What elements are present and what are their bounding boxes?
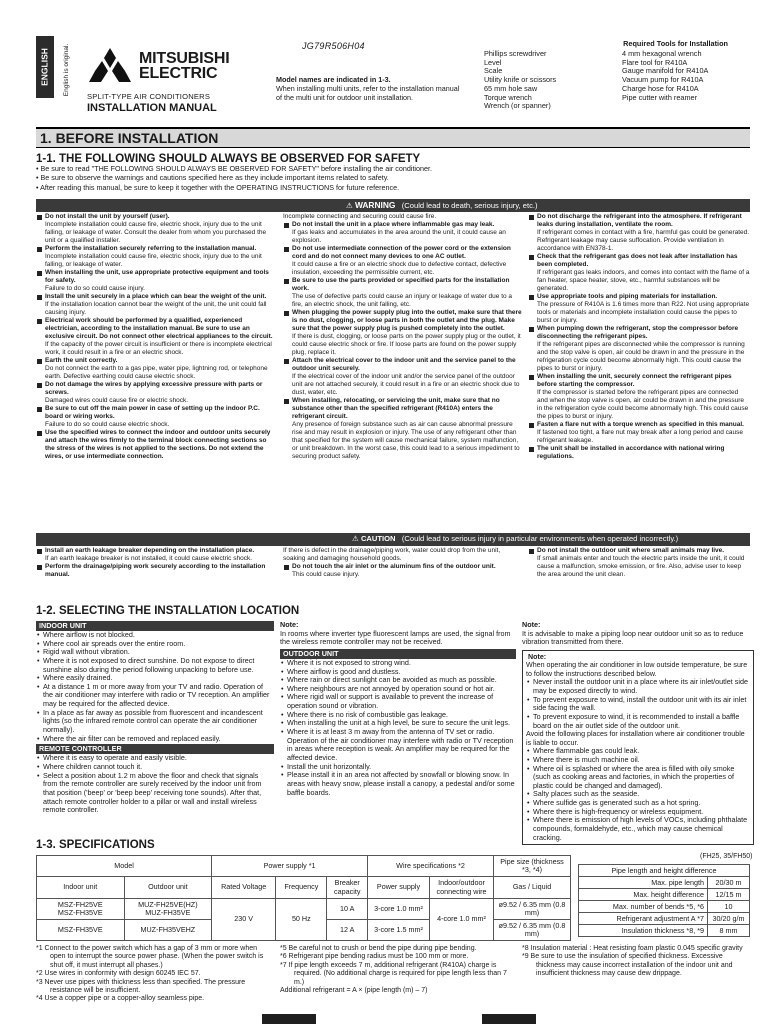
footnote: Additional refrigerant = A × (pipe length (m) – 7) bbox=[280, 986, 428, 994]
safety-item bbox=[36, 317, 277, 357]
page-marker-left bbox=[262, 1014, 316, 1024]
item-detail: Damaged wires could cause fire or electric shock. bbox=[45, 396, 189, 404]
list-item: • Where cool air spreads over the entire room. bbox=[36, 640, 274, 649]
caution-lead: If there is defect in the drainage/piping work, water could drop from the unit, soaking and damaging household goods. bbox=[283, 547, 501, 562]
list-item: • Install the unit horizontally. bbox=[280, 763, 516, 772]
outdoor-model-1: MUZ-FH25VE(HZ) bbox=[138, 899, 198, 909]
location-heading: 1-2. SELECTING THE INSTALLATION LOCATION bbox=[36, 605, 300, 617]
item-title: When installing the unit, securely connect the refrigerant pipes before starting the compressor. bbox=[537, 372, 732, 388]
item-detail: If fastened too tight, a flare nut may break after a long period and cause refrigerant leakage. bbox=[537, 428, 743, 444]
footnote: *6 Refrigerant pipe bending radius must be 100 mm or more. bbox=[280, 953, 469, 961]
pipe-row-label: Refrigerant adjustment A *7 bbox=[579, 913, 708, 925]
th-gas-liquid: Gas / Liquid bbox=[494, 877, 571, 899]
item-detail: This could cause injury. bbox=[292, 570, 360, 578]
list-item: • Where easily drained. bbox=[36, 674, 274, 683]
language-note-text: English is original. bbox=[62, 43, 70, 97]
item-detail: If refrigerant gas leaks indoors, and comes into contact with the flame of a fan heater, space heater, stove, etc., harmful substances will be generated. bbox=[537, 268, 750, 292]
piping-loop-note: It is advisable to make a piping loop near outdoor unit so as to reduce vibration transmitted from there. bbox=[522, 628, 744, 647]
list-item: • Where airflow is good and dustless. bbox=[280, 668, 516, 677]
item-detail: If the installation location cannot bear the weight of the unit, the unit could fall causing injury. bbox=[45, 300, 267, 316]
tool-item: Pipe cutter with reamer bbox=[622, 92, 698, 102]
item-title: Do not discharge the refrigerant into the atmosphere. If refrigerant leaks during installation, ventilate the room. bbox=[537, 213, 742, 228]
item-title: Use the specified wires to connect the indoor and outdoor units securely and attach the wires firmly to the terminal block connecting sections so the stress of the wires is not applied to the sections. Do not extend the wires, or use intermediate connection. bbox=[45, 428, 271, 460]
language-note bbox=[59, 40, 75, 100]
item-detail: If refrigerant comes in contact with a fire, harmful gas could be generated. Refrigerant leakage may cause suffocation. Provide ventilation in accordance with EN378-1. bbox=[537, 228, 750, 252]
list-item: • Where oil is splashed or where the area is filled with oily smoke (such as cooking areas and factories, in which the properties of plastic could be changed and damaged). bbox=[526, 765, 750, 791]
pipe-row-value: 20/30 m bbox=[708, 877, 750, 889]
list-item: • Please install it in an area not affected by snowfall or blowing snow. In areas with heavy snow, please install a canopy, a pedestal and/or some baffle boards. bbox=[280, 771, 516, 797]
safety-item bbox=[283, 221, 522, 245]
tool-item: Phillips screwdriver bbox=[484, 48, 547, 58]
th-outdoor: Outdoor unit bbox=[124, 877, 212, 899]
safety-item bbox=[283, 245, 522, 277]
indoor-unit-list bbox=[36, 631, 274, 743]
list-item: • Salty places such as the seaside. bbox=[526, 790, 750, 799]
item-title: Perform the drainage/piping work securely according to the installation manual. bbox=[45, 562, 266, 578]
item-detail: If gas leaks and accumulates in the area around the unit, it could cause an explosion. bbox=[292, 228, 506, 244]
safety-item bbox=[36, 245, 277, 269]
warning-column-2 bbox=[283, 213, 522, 543]
item-title: Check that the refrigerant gas does not leak after installation has been completed. bbox=[537, 252, 738, 268]
list-item: • Where it is not exposed to strong wind. bbox=[280, 659, 516, 668]
item-title: Earth the unit correctly. bbox=[45, 356, 118, 364]
model-note-bold: Model names are indicated in 1-3. bbox=[276, 75, 391, 84]
outdoor-unit-label: OUTDOOR UNIT bbox=[280, 649, 516, 659]
safety-item bbox=[528, 325, 750, 373]
indoor-unit-section bbox=[36, 621, 274, 815]
list-item: • When installing the unit at a high level, be sure to secure the unit legs. bbox=[280, 719, 516, 728]
spec-breaker-1: 10 A bbox=[327, 899, 368, 920]
caution-bar bbox=[36, 533, 750, 546]
item-title: Perform the installation securely referring to the installation manual. bbox=[45, 244, 257, 252]
list-item: • Where the air filter can be removed and replaced easily. bbox=[36, 735, 274, 744]
item-title: Attach the electrical cover to the indoor unit and the service panel to the outdoor unit securely. bbox=[292, 356, 516, 372]
item-detail: Incomplete installation could cause fire, electric shock, injury due to the unit falling, or leakage of water. Consult the dealer from whom you purchased the unit or a qualified installer. bbox=[45, 220, 267, 244]
safety-item bbox=[528, 253, 750, 293]
safety-item bbox=[36, 381, 277, 405]
list-item: • Where children cannot touch it. bbox=[36, 763, 274, 772]
warning-label: WARNING bbox=[354, 200, 396, 210]
safety-item bbox=[528, 445, 750, 461]
th-frequency: Frequency bbox=[276, 877, 327, 899]
tool-item: Wrench (or spanner) bbox=[484, 101, 551, 111]
list-item: • Where rain or direct sunlight can be avoided as much as possible. bbox=[280, 676, 516, 685]
page-marker-right bbox=[482, 1014, 536, 1024]
safety-item bbox=[36, 293, 277, 317]
item-title: When installing, relocating, or servicing the unit, make sure that no substance other than the specified refrigerant (R410A) enters the refrigerant circuit. bbox=[292, 396, 500, 420]
th-breaker: Breaker capacity bbox=[327, 877, 368, 899]
th-rated: Rated Voltage bbox=[212, 877, 276, 899]
caution-column-2 bbox=[283, 547, 522, 599]
caution-label: CAUTION bbox=[360, 534, 396, 543]
warning-icon: ⚠ bbox=[346, 201, 353, 210]
item-title: Do not install the outdoor unit where small animals may live. bbox=[537, 547, 725, 554]
spec-outdoor-3: MUZ-FH35VEHZ bbox=[124, 920, 212, 941]
item-detail: The use of defective parts could cause an injury or leakage of water due to a fire, an electric shock, the unit falling, etc. bbox=[292, 292, 513, 308]
tool-item: Scale bbox=[484, 66, 503, 76]
item-title: When plugging the power supply plug into the outlet, make sure that there is no dust, clogging, or loose parts in both the outlet and the plug. Make sure that the power supply plug is pushed completely into the outlet. bbox=[292, 308, 522, 332]
list-item: • Where it is not exposed to direct sunshine. Do not expose to direct sunshine also during the period following unpacking to before use. bbox=[36, 657, 274, 674]
list-item: • Where airflow is not blocked. bbox=[36, 631, 274, 640]
footnotes-col-2 bbox=[280, 945, 516, 995]
th-pipe: Pipe size (thickness *3, *4) bbox=[494, 856, 571, 877]
item-detail: If the refrigerant pipes are disconnected while the compressor is running and the stop valve is open, air could be drawn in and the pressure in the refrigeration cycle could become abnormally high. This could cause the pipes to burst or injury. bbox=[537, 340, 745, 372]
item-title: When installing the unit, use appropriate protective equipment and tools for safety. bbox=[45, 268, 269, 284]
manual-title: INSTALLATION MANUAL bbox=[87, 102, 217, 114]
language-tab bbox=[36, 36, 54, 98]
warning-note: (Could lead to death, serious injury, etc.) bbox=[401, 201, 538, 210]
pipe-table-row bbox=[579, 913, 750, 925]
item-detail: Failure to do so could cause injury. bbox=[45, 284, 145, 292]
tool-item: Gauge manifold for R410A bbox=[622, 66, 709, 76]
brand-line-1: MITSUBISHI bbox=[139, 50, 230, 67]
warning-column-3 bbox=[528, 213, 750, 543]
list-item: • In a place as far away as possible from fluorescent and incandescent lights (so the infrared remote control can operate the air conditioner normally). bbox=[36, 709, 274, 735]
item-detail: Any presence of foreign substance such as air can cause abnormal pressure rise and may result in explosion or injury. The use of any refrigerant other than that specified for the system will cause mechanical failure, system malfunction, or unit breakdown. In the worst case, this could lead to a serious impediment to securing product safety. bbox=[292, 420, 520, 460]
note-box-list-1 bbox=[526, 678, 750, 730]
safety-bullet: • Be sure to observe the warnings and cautions specified here as they include important items related to safety. bbox=[36, 173, 389, 183]
spec-pipe-2: ø9.52 / 6.35 mm (0.8 mm) bbox=[494, 920, 571, 941]
pipe-models-label: (FH25, 35/FH50) bbox=[700, 853, 753, 860]
footnote: *4 Use a copper pipe or a copper-alloy seamless pipe. bbox=[36, 995, 205, 1003]
pipe-row-label: Insulation thickness *8, *9 bbox=[579, 925, 708, 937]
note-box-intro: When operating the air conditioner in low outside temperature, be sure to follow the instructions described below. bbox=[526, 661, 748, 678]
footnotes-col-3 bbox=[522, 945, 750, 979]
caution-note: (Could lead to serious injury in particular environments when operated incorrectly.) bbox=[401, 534, 679, 543]
tool-item: 65 mm hole saw bbox=[484, 83, 538, 93]
th-power: Power supply *1 bbox=[212, 856, 368, 877]
item-title: When pumping down the refrigerant, stop the compressor before disconnecting the refrigerant pipes. bbox=[537, 324, 739, 340]
pipe-row-value: 12/15 m bbox=[708, 889, 750, 901]
safety-item bbox=[36, 213, 277, 245]
caution-column-3 bbox=[528, 547, 750, 599]
item-detail: If the compressor is started before the refrigerant pipes are connected and when the stop valve is open, air could be drawn in and the pressure in the refrigeration cycle could become abnormally high. This could cause the pipes to burst or injury. bbox=[537, 388, 749, 420]
item-detail: If the capacity of the power circuit is insufficient or there is incomplete electrical work, it could result in a fire or an electric shock. bbox=[45, 340, 272, 356]
list-item: • Where neighbours are not annoyed by operation sound or hot air. bbox=[280, 685, 516, 694]
safety-item bbox=[283, 357, 522, 397]
item-detail: If small animals enter and touch the electric parts inside the unit, it could cause a malfunction, smoke emission, or fire. Also, advise user to keep the area around the unit clean. bbox=[537, 554, 745, 578]
list-item: • Rigid wall without vibration. bbox=[36, 648, 274, 657]
tools-list bbox=[484, 50, 750, 111]
note-box-list-2 bbox=[526, 747, 750, 842]
inverter-note: In rooms where inverter type fluorescent lamps are used, the signal from the wireless remote controller may not be received. bbox=[280, 628, 511, 647]
footnote: *3 Never use pipes with thickness less than specified. The pressure resistance will be insufficient. bbox=[36, 978, 246, 994]
spec-indoor-1 bbox=[37, 899, 125, 920]
remote-controller-list bbox=[36, 754, 274, 814]
item-title: Do not touch the air inlet or the aluminum fins of the outdoor unit. bbox=[292, 562, 496, 570]
item-title: The unit shall be installed in accordance with national wiring regulations. bbox=[537, 444, 725, 460]
model-note bbox=[276, 76, 464, 102]
tool-item: Flare tool for R410A bbox=[622, 57, 688, 67]
list-item: • Where rigid wall or support is available to prevent the increase of operation sound or vibration. bbox=[280, 693, 516, 710]
safety-item bbox=[528, 293, 750, 325]
spec-breaker-2: 12 A bbox=[327, 920, 368, 941]
tool-item bbox=[622, 102, 750, 111]
brand-name bbox=[139, 51, 229, 81]
tool-item: Level bbox=[484, 57, 502, 67]
tool-item: Vacuum pump for R410A bbox=[622, 75, 704, 84]
brand-line-2: ELECTRIC bbox=[139, 65, 218, 82]
pipe-row-label: Max. number of bends *5, *6 bbox=[579, 901, 708, 913]
caution-icon: ⚠ bbox=[352, 534, 359, 543]
footnote: *2 Use wires in conformity with design 60245 IEC 57. bbox=[36, 970, 201, 978]
tool-item: Charge hose for R410A bbox=[622, 83, 699, 93]
safety-item bbox=[283, 397, 522, 461]
pipe-row-label: Max. pipe length bbox=[579, 877, 708, 889]
model-note-text: When installing multi units, refer to the installation manual of the multi unit for outdoor unit installation. bbox=[276, 83, 460, 102]
note-label-2: Note: bbox=[522, 620, 541, 629]
item-detail: Incomplete installation could cause fire, electric shock, injury due to the unit falling, or leakage of water. bbox=[45, 252, 262, 268]
list-item: • Where there is emission of high levels of VOCs, including phthalate compounds, formaldehyde, etc., which may cause chemical cracking. bbox=[526, 816, 750, 842]
item-title: Install an earth leakage breaker depending on the installation place. bbox=[45, 547, 255, 554]
low-temperature-note-box bbox=[522, 650, 754, 845]
pipe-table-row bbox=[579, 901, 750, 913]
spec-ps-2: 3-core 1.5 mm² bbox=[368, 920, 430, 941]
item-detail: Failure to do so could cause electric shock. bbox=[45, 420, 170, 428]
spec-connecting: 4-core 1.0 mm² bbox=[429, 899, 493, 941]
section-title: 1. BEFORE INSTALLATION bbox=[36, 127, 750, 148]
th-wire: Wire specifications *2 bbox=[368, 856, 494, 877]
item-title: Do not install the unit in a place where inflammable gas may leak. bbox=[292, 220, 495, 228]
specifications-heading: 1-3. SPECIFICATIONS bbox=[36, 839, 155, 851]
item-title: Use appropriate tools and piping materials for installation. bbox=[537, 292, 718, 300]
footnote: *5 Be careful not to crush or bend the pipe during pipe bending. bbox=[280, 945, 477, 952]
footnote: *7 If pipe length exceeds 7 m, additional refrigerant (R410A) charge is required. (No additional charge is required for pipe length less than 7 m.) bbox=[280, 961, 507, 986]
mitsubishi-logo-icon bbox=[86, 48, 134, 86]
note-label: Note: bbox=[280, 620, 299, 629]
required-tools bbox=[484, 40, 750, 111]
tool-item: 4 mm hexagonal wrench bbox=[622, 48, 702, 58]
safety-item bbox=[36, 547, 277, 563]
item-detail: If the electrical cover of the indoor unit and/or the service panel of the outdoor unit are not attached securely, it could result in a fire or an electric shock due to dust, water, etc. bbox=[292, 372, 520, 396]
pipe-table-row bbox=[579, 889, 750, 901]
item-title: Fasten a flare nut with a torque wrench as specified in this manual. bbox=[537, 420, 744, 428]
item-detail: Do not connect the earth to a gas pipe, water pipe, lightning rod, or telephone earth. Defective earthing could cause electric shock. bbox=[45, 364, 268, 380]
specifications-table bbox=[36, 855, 571, 941]
pipe-row-value: 10 bbox=[708, 901, 750, 913]
note-box-label: Note: bbox=[528, 652, 547, 661]
outdoor-unit-section bbox=[280, 621, 516, 797]
indoor-model-2: MSZ-FH35VE bbox=[57, 908, 103, 917]
pipe-row-value: 8 mm bbox=[708, 925, 750, 937]
list-item: • Where flammable gas could leak. bbox=[526, 747, 750, 756]
document-number: JG79R506H04 bbox=[302, 41, 365, 51]
list-item: • Where there is high-frequency or wireless equipment. bbox=[526, 808, 750, 817]
product-type: SPLIT-TYPE AIR CONDITIONERS bbox=[87, 92, 211, 101]
warning-column-1 bbox=[36, 213, 277, 543]
caution-column-1 bbox=[36, 547, 277, 599]
th-connecting: Indoor/outdoor connecting wire bbox=[429, 877, 493, 899]
note-box-mid: Avoid the following places for installation where air conditioner trouble is liable to occur. bbox=[526, 730, 745, 747]
th-model: Model bbox=[37, 856, 212, 877]
item-detail: The pressure of R410A is 1.6 times more than R22. Not using appropriate tools or materials and incomplete installation could cause the pipes to burst or injury. bbox=[537, 300, 750, 324]
tool-item: Torque wrench bbox=[484, 92, 532, 102]
safety-item bbox=[283, 277, 522, 309]
spec-indoor-3: MSZ-FH35VE bbox=[37, 920, 125, 941]
safety-bullets bbox=[36, 164, 750, 192]
list-item: • Where there is much machine oil. bbox=[526, 756, 750, 765]
outdoor-model-2: MUZ-FH35VE bbox=[145, 908, 191, 917]
remote-controller-label: REMOTE CONTROLLER bbox=[36, 744, 274, 754]
list-item: • Where there is no risk of combustible gas leakage. bbox=[280, 711, 516, 720]
safety-item bbox=[528, 421, 750, 445]
warning-lead: Incomplete connecting and securing could cause fire. bbox=[283, 213, 437, 220]
item-title: Do not install the unit by yourself (user). bbox=[45, 213, 170, 220]
indoor-model-1: MSZ-FH25VE bbox=[57, 899, 103, 909]
tool-item: Utility knife or scissors bbox=[484, 75, 557, 84]
list-item: • Where it is at least 3 m away from the antenna of TV set or radio. Operation of the air conditioner may interfere with radio or TV reception in areas where reception is weak. An amplifier may be required for the affected device. bbox=[280, 728, 516, 763]
spec-pipe-1: ø9.52 / 6.35 mm (0.8 mm) bbox=[494, 899, 571, 920]
item-title: Do not damage the wires by applying excessive pressure with parts or screws. bbox=[45, 380, 263, 396]
list-item: • Never install the outdoor unit in a place where its air inlet/outlet side may be exposed directly to wind. bbox=[526, 678, 750, 695]
pipe-table-row bbox=[579, 877, 750, 889]
safety-heading: 1-1. THE FOLLOWING SHOULD ALWAYS BE OBSERVED FOR SAFETY bbox=[36, 153, 421, 165]
safety-item bbox=[283, 309, 522, 357]
spec-frequency: 50 Hz bbox=[276, 899, 327, 941]
footnote: *8 Insulation material : Heat resisting foam plastic 0.045 specific gravity bbox=[522, 945, 743, 952]
right-notes bbox=[522, 621, 760, 845]
safety-item bbox=[36, 429, 277, 461]
footnote: *9 Be sure to use the insulation of specified thickness. Excessive thickness may cause incorrect installation of the indoor unit and insufficient thickness may cause dew drippage. bbox=[522, 953, 733, 978]
safety-item bbox=[36, 269, 277, 293]
safety-item bbox=[528, 373, 750, 421]
item-detail: It could cause a fire or an electric shock due to defective contact, defective insulation, exceeding the permissible current, etc. bbox=[292, 260, 507, 276]
item-title: Be sure to cut off the main power in case of setting up the indoor P.C. board or wiring works. bbox=[45, 404, 260, 420]
pipe-row-label: Max. height difference bbox=[579, 889, 708, 901]
spec-ps-1: 3-core 1.0 mm² bbox=[368, 899, 430, 920]
safety-item bbox=[283, 563, 522, 579]
pipe-row-value: 30/20 g/m bbox=[708, 913, 750, 925]
safety-item bbox=[36, 357, 277, 381]
pipe-table-row bbox=[579, 925, 750, 937]
list-item: • To prevent exposure to wind, install the outdoor unit with its air inlet side facing the wall. bbox=[526, 696, 750, 713]
indoor-unit-label: INDOOR UNIT bbox=[36, 621, 274, 631]
item-title: Be sure to use the parts provided or specified parts for the installation work. bbox=[292, 276, 510, 292]
th-indoor: Indoor unit bbox=[37, 877, 125, 899]
item-title: Electrical work should be performed by a qualified, experienced electrician, according to the installation manual. Be sure to use an exclusive circuit. Do not connect other electrical appliances to the circuit. bbox=[45, 316, 273, 340]
list-item: • Select a position about 1.2 m above the floor and check that signals from the remote controller are surely received by the indoor unit from that position ('beep' or 'beep beep' receiving tone sounds). After that, attach remote controller holder to a pillar or wall and install wireless remote controller. bbox=[36, 772, 274, 815]
pipe-table-title: Pipe length and height difference bbox=[579, 865, 750, 877]
item-detail: If there is dust, clogging, or loose parts on the power supply plug or the outlet, it could cause electric shock or fire. If loose parts are found on the power supply plug, replace it. bbox=[292, 332, 521, 356]
safety-bullet: • Be sure to read "THE FOLLOWING SHOULD ALWAYS BE OBSERVED FOR SAFETY" before installing the air conditioner. bbox=[36, 164, 433, 173]
safety-item bbox=[36, 563, 277, 579]
list-item: • At a distance 1 m or more away from your TV and radio. Operation of the air conditioner may interfere with radio or TV reception. An amplifier may be required for the affected device. bbox=[36, 683, 274, 709]
safety-item bbox=[528, 547, 750, 579]
safety-bullet: • After reading this manual, be sure to keep it together with the OPERATING INSTRUCTIONS for future reference. bbox=[36, 182, 400, 192]
pipe-length-table bbox=[578, 864, 750, 937]
item-title: Do not use intermediate connection of the power cord or the extension cord and do not connect many devices to one AC outlet. bbox=[292, 244, 511, 260]
tools-title: Required Tools for Installation bbox=[623, 39, 728, 48]
list-item: • To prevent exposure to wind, it is recommended to install a baffle board on the air outlet side of the outdoor unit. bbox=[526, 713, 750, 730]
list-item: • Where sulfide gas is generated such as a hot spring. bbox=[526, 799, 750, 808]
item-title: Install the unit securely in a place which can bear the weight of the unit. bbox=[45, 292, 267, 300]
spec-outdoor-1 bbox=[124, 899, 212, 920]
th-power-supply: Power supply bbox=[368, 877, 430, 899]
list-item: • Where it is easy to operate and easily visible. bbox=[36, 754, 274, 763]
outdoor-unit-list bbox=[280, 659, 516, 797]
item-detail: If an earth leakage breaker is not installed, it could cause electric shock. bbox=[45, 554, 253, 562]
footnote: *1 Connect to the power switch which has a gap of 3 mm or more when open to interrupt the source power phase. (When the power switch is shut off, it must interrupt all phases.) bbox=[36, 945, 264, 969]
language-label: ENGLISH bbox=[39, 48, 50, 86]
footnotes-col-1 bbox=[36, 945, 274, 1004]
safety-item bbox=[528, 213, 750, 253]
warning-bar bbox=[36, 199, 750, 212]
spec-voltage: 230 V bbox=[212, 899, 276, 941]
safety-item bbox=[36, 405, 277, 429]
